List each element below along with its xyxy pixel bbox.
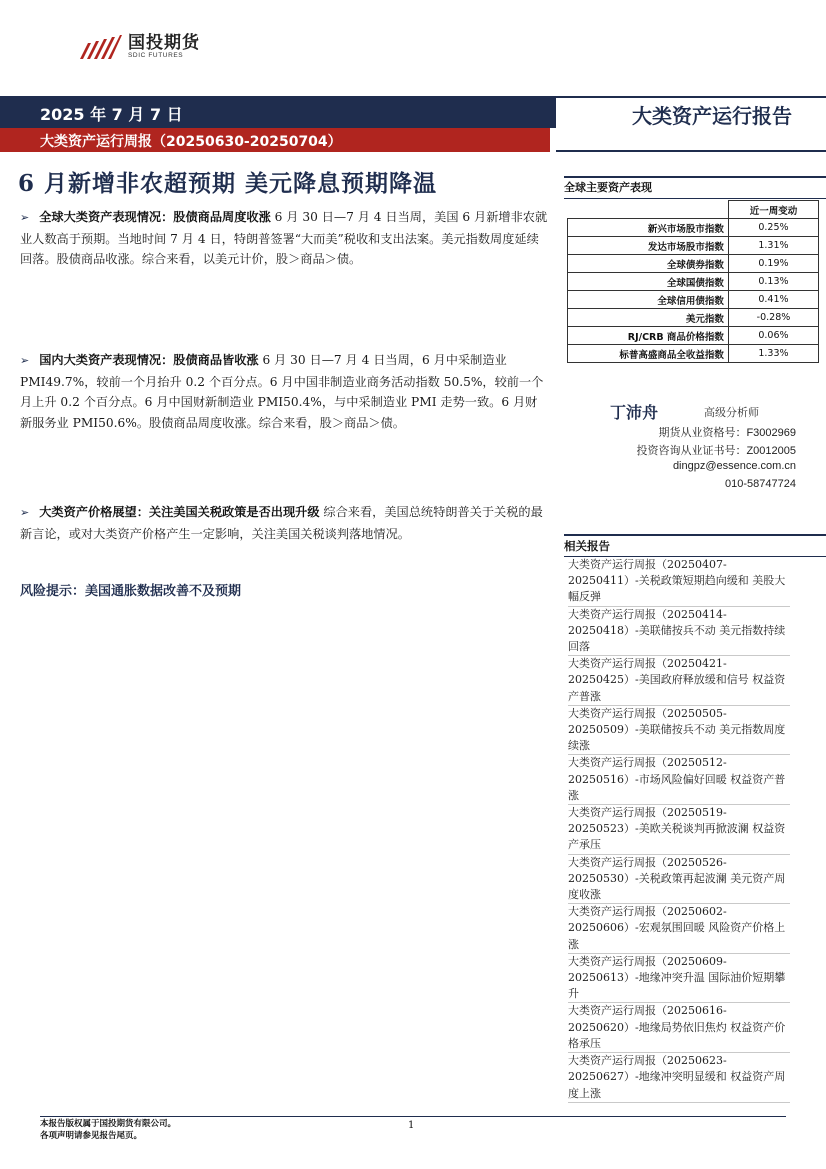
asset-change: 0.41% — [728, 291, 818, 309]
page-number: 1 — [408, 1120, 415, 1131]
asset-change: -0.28% — [728, 309, 818, 327]
company-logo — [78, 34, 200, 60]
asset-change: 0.25% — [728, 219, 818, 237]
logo-chinese: 国投期货 — [128, 33, 200, 53]
report-type: 大类资产运行报告 — [560, 103, 792, 147]
related-report-link[interactable]: 大类资产运行周报（20250512-20250516）-市场风险偏好回暖 权益资产普涨 — [568, 755, 790, 805]
related-report-link[interactable]: 大类资产运行周报（20250609-20250613）-地缘冲突升温 国际油价短期攀升 — [568, 954, 790, 1004]
table-row — [568, 327, 819, 345]
table-row — [568, 273, 819, 291]
section-global — [20, 207, 548, 270]
asset-change: 1.31% — [728, 237, 818, 255]
arrow-bullet-icon: ➢ — [20, 354, 30, 367]
section-heading: 全球大类资产表现情况：股债商品周度收涨 — [39, 210, 271, 224]
related-report-link[interactable]: 大类资产运行周报（20250526-20250530）-关税政策再起波澜 美元资产周度收涨 — [568, 855, 790, 905]
analyst-license: 期货从业资格号：F3002969 — [658, 427, 796, 439]
table-row — [568, 291, 819, 309]
footer-notice — [40, 1118, 176, 1142]
section-outlook — [20, 502, 548, 544]
analyst-email[interactable]: dingpz@essence.com.cn — [672, 460, 796, 472]
table-row — [568, 345, 819, 363]
related-report-link[interactable]: 大类资产运行周报（20250421-20250425）-美国政府释放缓和信号 权益资产普涨 — [568, 656, 790, 706]
related-report-link[interactable]: 大类资产运行周报（20250407-20250411）-关税政策短期趋向缓和 美股大幅反弹 — [568, 557, 790, 607]
report-subtitle: 大类资产运行周报（20250630-20250704） — [40, 134, 342, 150]
asset-name: 全球国债指数 — [568, 273, 729, 291]
asset-name: 新兴市场股市指数 — [568, 219, 729, 237]
analyst-advisor-license: 投资咨询从业证书号：Z0012005 — [636, 445, 796, 457]
asset-name: 全球信用债指数 — [568, 291, 729, 309]
asset-name: 标普高盛商品全收益指数 — [568, 345, 729, 363]
analyst-phone: 010-58747724 — [725, 478, 796, 490]
related-reports-list — [568, 557, 790, 1103]
date-bar — [0, 96, 550, 128]
section-heading: 大类资产价格展望：关注美国关税政策是否出现升级 — [39, 505, 320, 519]
copyright-text: 本报告版权属于国投期货有限公司。 — [40, 1119, 177, 1129]
related-report-link[interactable]: 大类资产运行周报（20250623-20250627）-地缘冲突明显缓和 权益资产周度上涨 — [568, 1053, 790, 1103]
asset-change: 0.06% — [728, 327, 818, 345]
related-report-link[interactable]: 大类资产运行周报（20250414-20250418）-美联储按兵不动 美元指数持续回落 — [568, 607, 790, 657]
logo-english: SDIC FUTURES — [128, 52, 184, 59]
asset-change: 1.33% — [728, 345, 818, 363]
risk-warning: 风险提示：美国通胀数据改善不及预期 — [20, 584, 242, 599]
asset-change: 0.19% — [728, 255, 818, 273]
table-row — [568, 219, 819, 237]
analyst-name: 丁沛舟 — [610, 403, 659, 422]
section-heading: 国内大类资产表现情况：股债商品皆收涨 — [39, 353, 259, 367]
arrow-bullet-icon: ➢ — [20, 211, 30, 224]
asset-name: RJ/CRB 商品价格指数 — [568, 327, 729, 345]
arrow-bullet-icon: ➢ — [20, 506, 30, 519]
related-report-link[interactable]: 大类资产运行周报（20250505-20250509）-美联储按兵不动 美元指数周度续涨 — [568, 706, 790, 756]
column-header: 近一周变动 — [728, 201, 818, 219]
section-body: 综合来看，美国总统特朗普关于关税的最新言论，或对大类资产价格产生一定影响，关注美国关税谈判落地情况。 — [20, 505, 543, 541]
asset-name: 发达市场股市指数 — [568, 237, 729, 255]
asset-table — [567, 200, 819, 363]
table-row — [568, 255, 819, 273]
section-domestic — [20, 350, 548, 433]
table-row — [568, 309, 819, 327]
section-body: 6 月 30 日—7 月 4 日当周，美国 6 月新增非农就业人数高于预期。当地时间 7 月 4 日，特朗普签署“大而美”税收和支出法案。美元指数周度延续回落。股债商品收涨。综合来看，以美元计价，股＞商品＞债。 — [20, 210, 548, 266]
asset-table-title: 全球主要资产表现 — [564, 176, 826, 199]
analyst-title: 高级分析师 — [704, 406, 759, 419]
related-reports-title: 相关报告 — [564, 534, 826, 557]
page-title: 6 月新增非农超预期 美元降息预期降温 — [18, 170, 438, 197]
section-body: 6 月 30 日—7 月 4 日当周，6 月中采制造业 PMI49.7%，较前一个月抬升 0.2 个百分点。6 月中国非制造业商务活动指数 50.5%，较前一个月上升 0.2 个百分点。6 月中国财新制造业 PMI50.4%，与中采制造业 PMI 走势一致。6 月财新服务业 PMI50.6%。股债商品周度收涨。综合来看，股＞商品＞债。 — [20, 353, 544, 430]
header-divider — [556, 150, 826, 152]
related-report-link[interactable]: 大类资产运行周报（20250602-20250606）-宏观氛围回暖 风险资产价格上涨 — [568, 904, 790, 954]
asset-name: 美元指数 — [568, 309, 729, 327]
asset-change: 0.13% — [728, 273, 818, 291]
disclaimer-text: 各项声明请参见报告尾页。 — [40, 1131, 143, 1141]
report-date: 2025 年 7 月 7 日 — [40, 105, 183, 124]
table-header-row — [568, 201, 819, 219]
subtitle-bar — [0, 128, 550, 152]
asset-name: 全球债券指数 — [568, 255, 729, 273]
table-row — [568, 237, 819, 255]
logo-stripes-icon — [78, 35, 122, 59]
footer-divider — [40, 1116, 786, 1117]
related-report-link[interactable]: 大类资产运行周报（20250519-20250523）-美欧关税谈判再掀波澜 权益资产承压 — [568, 805, 790, 855]
related-report-link[interactable]: 大类资产运行周报（20250616-20250620）-地缘局势依旧焦灼 权益资产价格承压 — [568, 1003, 790, 1053]
